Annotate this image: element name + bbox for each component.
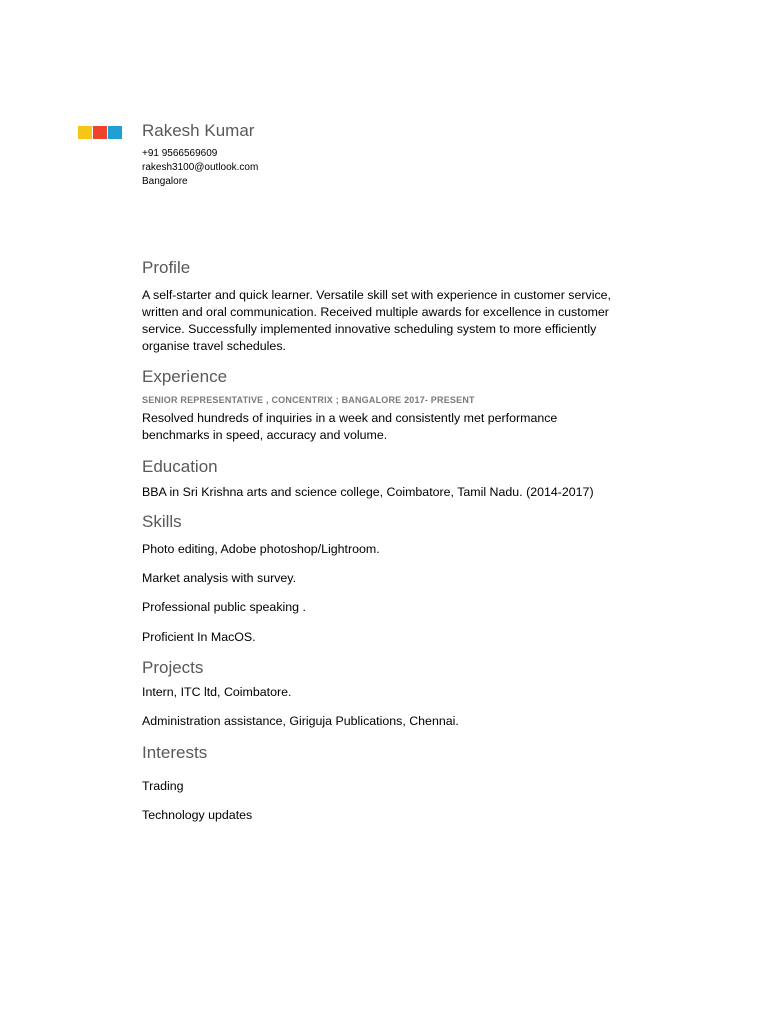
education-text: BBA in Sri Krishna arts and science college, Coimbatore, Tamil Nadu. (2014-2017) — [142, 485, 594, 499]
skill-item: Photo editing, Adobe photoshop/Lightroom. — [142, 542, 380, 556]
city: Bangalore — [142, 176, 188, 187]
profile-line: A self-starter and quick learner. Versatile skill set with experience in customer service, — [142, 288, 611, 302]
experience-role: SENIOR REPRESENTATIVE , CONCENTRIX ; BANGALORE 2017- PRESENT — [142, 395, 475, 405]
skill-item: Professional public speaking . — [142, 600, 306, 614]
skill-item: Proficient In MacOS. — [142, 630, 256, 644]
profile-heading: Profile — [142, 258, 191, 277]
logo-square-red — [93, 126, 107, 139]
logo-square-yellow — [78, 126, 92, 139]
profile-line: organise travel schedules. — [142, 339, 286, 353]
interest-item: Trading — [142, 779, 184, 793]
phone-number: +91 9566569609 — [142, 148, 218, 159]
project-item: Intern, ITC ltd, Coimbatore. — [142, 685, 292, 699]
profile-line: written and oral communication. Received multiple awards for excellence in customer — [142, 305, 609, 319]
interests-heading: Interests — [142, 743, 208, 762]
profile-line: service. Successfully implemented innovative scheduling system to more efficiently — [142, 322, 597, 336]
email-address: rakesh3100@outlook.com — [142, 162, 259, 173]
logo-square-blue — [108, 126, 122, 139]
skills-heading: Skills — [142, 512, 182, 531]
experience-line: Resolved hundreds of inquiries in a week and consistently met performance — [142, 411, 558, 425]
skill-item: Market analysis with survey. — [142, 571, 297, 585]
logo-squares — [78, 126, 122, 139]
interest-item: Technology updates — [142, 808, 253, 822]
projects-heading: Projects — [142, 658, 204, 677]
education-heading: Education — [142, 457, 218, 476]
contact-block — [142, 147, 258, 189]
project-item: Administration assistance, Giriguja Publications, Chennai. — [142, 714, 459, 728]
candidate-name: Rakesh Kumar — [142, 121, 255, 140]
experience-line: benchmarks in speed, accuracy and volume. — [142, 428, 388, 442]
experience-heading: Experience — [142, 367, 228, 386]
